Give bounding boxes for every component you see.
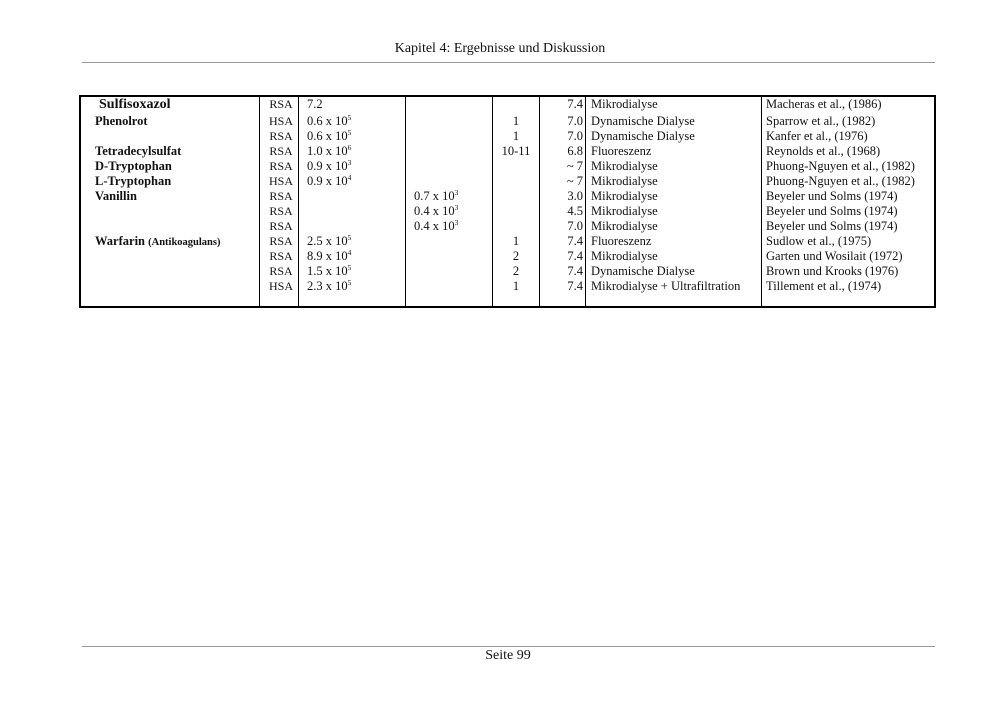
ligand-name [95, 114, 148, 129]
binding-constant-exponent: 6 [347, 143, 352, 152]
method-cell: Dynamische Dialyse [591, 129, 695, 143]
protein-cell: RSA [269, 189, 293, 203]
binding-constant-cell [307, 144, 351, 159]
binding-constant-exponent: 5 [347, 278, 352, 287]
binding-sites-cell: 2 [512, 264, 520, 278]
binding-constant-exponent: 5 [347, 233, 352, 242]
binding-constant-base: 1.0 x 10 [307, 144, 348, 158]
binding-constant-exponent: 4 [347, 173, 352, 182]
binding-constant-base: 2.5 x 10 [307, 234, 348, 248]
binding-constant-cell [307, 174, 351, 189]
binding-constant-exponent: 5 [347, 263, 352, 272]
binding-constant-cell [307, 129, 351, 144]
method-cell: Mikrodialyse [591, 174, 658, 188]
binding-constant-exponent: 4 [347, 248, 352, 257]
method-cell: Fluoreszenz [591, 144, 652, 158]
method-cell: Mikrodialyse [591, 159, 658, 173]
method-cell: Mikrodialyse [591, 189, 658, 203]
protein-cell: RSA [269, 204, 293, 218]
secondary-constant-cell [414, 189, 458, 204]
protein-cell: RSA [269, 129, 293, 143]
protein-cell: HSA [268, 279, 293, 293]
ligand-name [95, 174, 171, 189]
reference-cell: Kanfer et al., (1976) [766, 129, 868, 143]
binding-constant-exponent: 5 [347, 113, 352, 122]
secondary-constant-cell [414, 204, 458, 219]
binding-sites-cell: 10-11 [501, 144, 531, 158]
binding-constant-cell [307, 279, 351, 294]
method-cell: Dynamische Dialyse [591, 114, 695, 128]
ph-cell: 6.8 [567, 144, 583, 158]
reference-cell: Garten und Wosilait (1972) [766, 249, 903, 263]
binding-constant-cell [307, 97, 323, 112]
protein-cell: RSA [269, 144, 293, 158]
reference-cell: Macheras et al., (1986) [766, 97, 882, 111]
ph-cell: 7.4 [567, 234, 583, 248]
ligand-name-text: L-Tryptophan [95, 174, 172, 188]
reference-cell: Sudlow et al., (1975) [766, 234, 872, 248]
binding-constant-exponent: 3 [347, 158, 352, 167]
secondary-constant-base: 0.4 x 10 [414, 204, 455, 218]
method-cell: Mikrodialyse [591, 219, 658, 233]
protein-cell: RSA [269, 234, 293, 248]
method-cell: Mikrodialyse [591, 204, 658, 218]
table-row [81, 189, 934, 204]
method-cell: Dynamische Dialyse [591, 264, 695, 278]
reference-cell: Beyeler und Solms (1974) [766, 204, 898, 218]
ligand-name-text: Tetradecylsulfat [95, 144, 182, 158]
binding-constant-cell [307, 159, 351, 174]
ph-cell: 4.5 [567, 204, 583, 218]
reference-cell: Phuong-Nguyen et al., (1982) [766, 159, 915, 173]
binding-constant-base: 0.9 x 10 [307, 159, 348, 173]
table-row [81, 174, 934, 189]
ph-cell: ~ 7 [566, 159, 583, 173]
header-divider [82, 62, 935, 63]
binding-constant-base: 8.9 x 10 [307, 249, 348, 263]
ph-cell: ~ 7 [566, 174, 583, 188]
reference-cell: Phuong-Nguyen et al., (1982) [766, 174, 915, 188]
binding-constant-cell [307, 234, 351, 249]
ligand-name-text: Phenolrot [95, 114, 148, 128]
binding-sites-cell: 1 [512, 114, 520, 128]
ligand-name-text: Sulfisoxazol [99, 97, 171, 112]
ph-cell: 3.0 [567, 189, 583, 203]
binding-sites-cell: 1 [512, 279, 520, 293]
ligand-name [95, 144, 181, 159]
ph-cell: 7.0 [567, 129, 583, 143]
method-cell: Fluoreszenz [591, 234, 652, 248]
table-row [81, 234, 934, 249]
reference-cell: Sparrow et al., (1982) [766, 114, 876, 128]
reference-cell: Beyeler und Solms (1974) [766, 219, 898, 233]
table-row [81, 279, 934, 294]
ligand-name [95, 159, 172, 174]
binding-constant-base: 7.2 [307, 97, 323, 111]
binding-constant-base: 1.5 x 10 [307, 264, 348, 278]
binding-constant-cell [307, 264, 351, 279]
binding-sites-cell: 2 [512, 249, 520, 263]
binding-constant-cell [307, 114, 351, 129]
binding-constant-exponent: 5 [347, 128, 352, 137]
protein-cell: RSA [269, 97, 293, 111]
footer-divider [82, 646, 935, 647]
reference-cell: Brown und Krooks (1976) [766, 264, 899, 278]
binding-constant-base: 0.6 x 10 [307, 129, 348, 143]
secondary-constant-base: 0.7 x 10 [414, 189, 455, 203]
table-row [81, 144, 934, 159]
method-cell: Mikrodialyse + Ultrafiltration [591, 279, 741, 293]
table-row [81, 129, 934, 144]
table-row [81, 114, 934, 129]
reference-cell: Beyeler und Solms (1974) [766, 189, 898, 203]
binding-constant-base: 0.9 x 10 [307, 174, 348, 188]
secondary-constant-exponent: 3 [454, 218, 459, 227]
table-row [81, 264, 934, 279]
binding-constants-table [79, 95, 936, 308]
ligand-name-text: Vanillin [95, 189, 137, 203]
ph-cell: 7.4 [567, 97, 583, 111]
table-row [81, 159, 934, 174]
secondary-constant-exponent: 3 [454, 203, 459, 212]
binding-constant-base: 2.3 x 10 [307, 279, 348, 293]
secondary-constant-cell [414, 219, 458, 234]
protein-cell: HSA [268, 114, 293, 128]
secondary-constant-exponent: 3 [454, 188, 459, 197]
page-header-title: Kapitel 4: Ergebnisse und Diskussion [394, 41, 606, 56]
ligand-name [99, 97, 171, 112]
reference-cell: Tillement et al., (1974) [766, 279, 882, 293]
binding-sites-cell: 1 [512, 234, 520, 248]
protein-cell: RSA [269, 159, 293, 173]
ligand-name [95, 189, 137, 204]
protein-cell: RSA [269, 249, 293, 263]
protein-cell: HSA [268, 174, 293, 188]
ligand-name [95, 234, 220, 250]
secondary-constant-base: 0.4 x 10 [414, 219, 455, 233]
ph-cell: 7.4 [567, 264, 583, 278]
binding-sites-cell: 1 [512, 129, 520, 143]
ph-cell: 7.0 [567, 114, 583, 128]
reference-cell: Reynolds et al., (1968) [766, 144, 881, 158]
method-cell: Mikrodialyse [591, 97, 658, 111]
ligand-name-text: D-Tryptophan [95, 159, 172, 173]
binding-constant-cell [307, 249, 351, 264]
ph-cell: 7.4 [567, 279, 583, 293]
table-row [81, 204, 934, 219]
ph-cell: 7.4 [567, 249, 583, 263]
table-row [81, 219, 934, 234]
table-row [81, 249, 934, 264]
ligand-name-text: Warfarin [95, 234, 145, 248]
ph-cell: 7.0 [567, 219, 583, 233]
protein-cell: RSA [269, 264, 293, 278]
page-number: Seite 99 [485, 648, 531, 663]
ligand-name-note: (Antikoagulans) [148, 237, 221, 248]
protein-cell: RSA [269, 219, 293, 233]
binding-constant-base: 0.6 x 10 [307, 114, 348, 128]
method-cell: Mikrodialyse [591, 249, 658, 263]
table-row [81, 97, 934, 112]
